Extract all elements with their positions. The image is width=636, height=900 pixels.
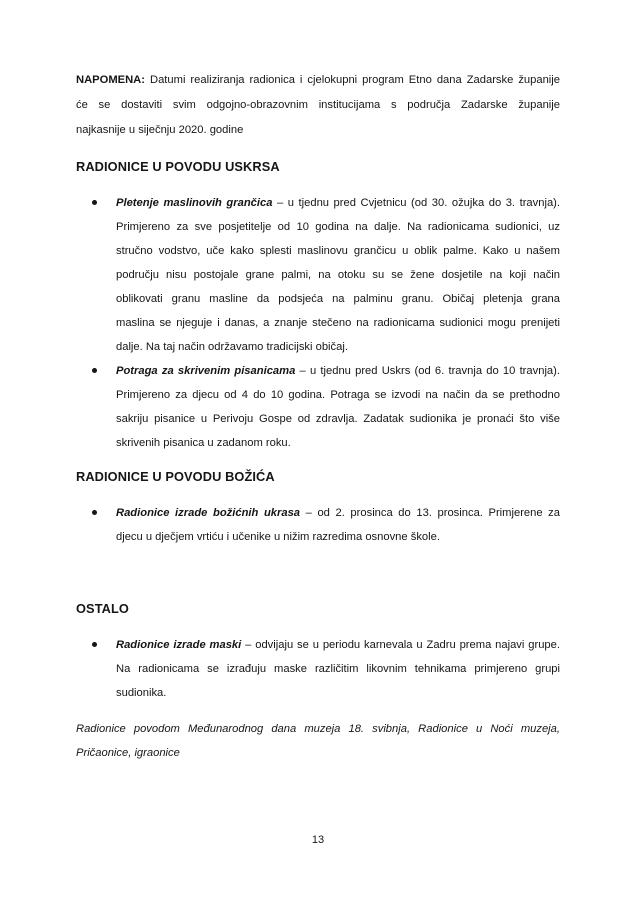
italic-note <box>76 717 560 765</box>
item-title: Radionice izrade božićnih ukrasa <box>116 507 301 519</box>
bullet-icon <box>92 642 97 647</box>
item-line: Na radionicama se izrađuju maske različitim likovnim tehnikama primjereno grupi <box>116 663 560 675</box>
item-line: oblikovati granu masline da podsjeća na palminu granu. Običaj pletenja grana <box>116 293 560 305</box>
item-line: dalje. Na taj način održavamo tradicijski običaj. <box>116 341 348 353</box>
item-title: Radionice izrade maski <box>116 639 242 651</box>
list-item <box>76 359 560 455</box>
item-line <box>116 633 560 657</box>
item-title: Pletenje maslinovih grančica <box>116 197 273 209</box>
list-item <box>76 191 560 359</box>
list-item <box>76 633 560 705</box>
item-line: području nisu postojale grane palmi, na otoku su se žene dosjetile na koji način <box>116 269 560 281</box>
section-heading-bozic: RADIONICE U POVODU BOŽIĆA <box>76 469 275 484</box>
bullet-icon <box>92 368 97 373</box>
item-line: sudionika. <box>116 687 167 699</box>
note-paragraph <box>76 68 560 143</box>
item-line: stručno vodstvo, uče kako splesti maslinovu grančicu u oblik palme. Kako u našem <box>116 245 560 257</box>
paragraph-line-text: Datumi realiziranja radionica i cjelokupni program Etno dana Zadarske županije <box>150 74 560 86</box>
item-line: skrivenih pisanica u zadanom roku. <box>116 437 291 449</box>
item-line: djecu u dječjem vrtiću i učenike u nižim razredima osnovne škole. <box>116 531 440 543</box>
section-list-uskrs <box>76 191 560 455</box>
item-line <box>116 501 560 525</box>
item-line <box>116 191 560 215</box>
bullet-icon <box>92 200 97 205</box>
item-line-text: – odvijaju se u periodu karnevala u Zadru prema najavi grupe. <box>245 639 560 651</box>
section-heading-uskrs: RADIONICE U POVODU USKRSA <box>76 159 280 174</box>
section-list-ostalo <box>76 633 560 705</box>
item-line: sakriju pisanice u Perivoju Gospe od zdravlja. Zadatak sudionika je pronaći što više <box>116 413 560 425</box>
section-list-bozic <box>76 501 560 549</box>
note-label: NAPOMENA: <box>76 74 145 86</box>
item-line-text: – u tjednu pred Cvjetnicu (od 30. ožujka do 3. travnja). <box>277 197 560 209</box>
paragraph-line: će se dostaviti svim odgojno-obrazovnim institucijama s područja Zadarske županije <box>76 99 560 111</box>
page-number: 13 <box>311 834 325 846</box>
bullet-icon <box>92 510 97 515</box>
item-line: Primjereno za djecu od 4 do 10 godina. Potraga se izvodi na način da se prethodno <box>116 389 560 401</box>
section-heading-ostalo: OSTALO <box>76 601 129 616</box>
item-line: maslina se njeguje i danas, a znanje stečeno na radionicama sudionici mogu prenijeti <box>116 317 560 329</box>
item-title: Potraga za skrivenim pisanicama <box>116 365 296 377</box>
paragraph-line: najkasnije u siječnju 2020. godine <box>76 124 244 136</box>
item-line: Primjereno za sve posjetitelje od 10 godina na dalje. Na radionicama sudionici, uz <box>116 221 560 233</box>
item-line-text: – u tjednu pred Uskrs (od 6. travnja do 10 travnja). <box>299 365 560 377</box>
item-line-text: – od 2. prosinca do 13. prosinca. Primjerene za <box>305 507 560 519</box>
list-item <box>76 501 560 549</box>
paragraph-line <box>76 68 560 93</box>
paragraph-line: Pričaonice, igraonice <box>76 747 180 759</box>
paragraph-line: Radionice povodom Međunarodnog dana muzeja 18. svibnja, Radionice u Noći muzeja, <box>76 723 560 735</box>
item-line <box>116 359 560 383</box>
